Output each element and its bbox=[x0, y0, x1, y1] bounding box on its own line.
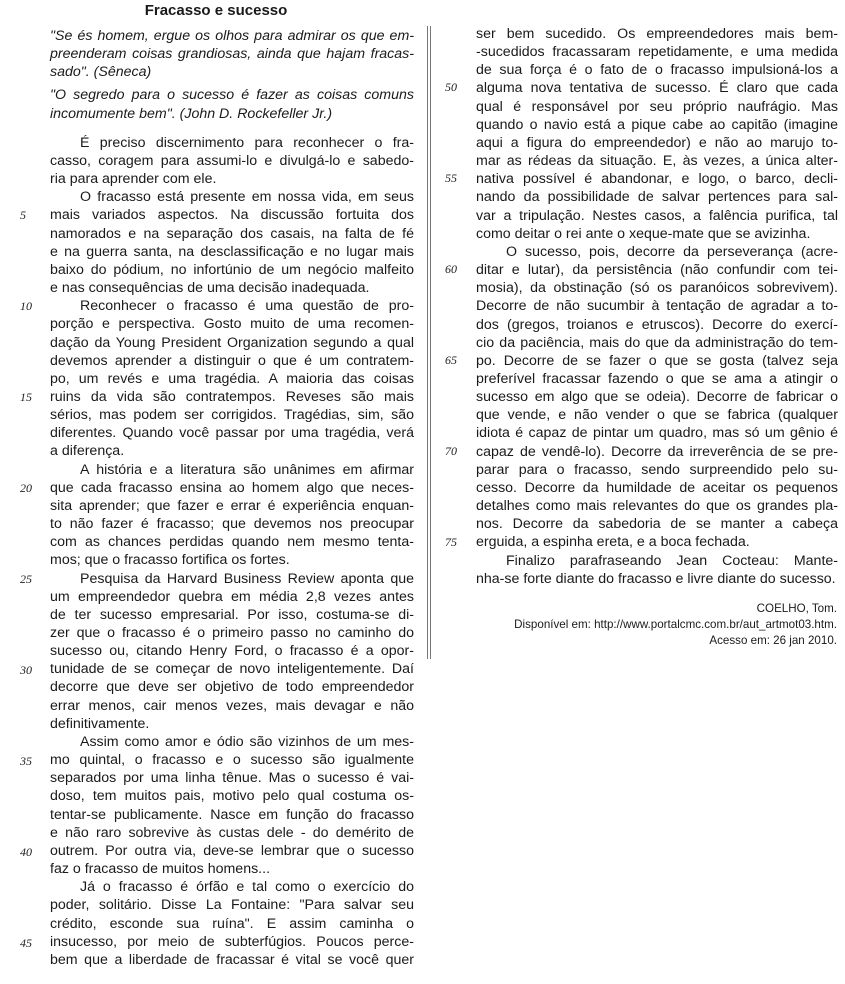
text-line: errar menos, cair menos vezes, mais devagar e não bbox=[50, 697, 414, 714]
text-line: po. Decorre de se fazer o que se gosta (talvez seja bbox=[476, 352, 838, 369]
line-number: 30 bbox=[20, 663, 32, 677]
line-number: 75 bbox=[445, 535, 457, 549]
text-line: e não raro sobrevive às custas dele - do demérito de bbox=[50, 824, 414, 841]
text-line: a diferença. bbox=[50, 443, 125, 460]
text-line: devemos aprender a distinguir o que é um contratem- bbox=[50, 352, 414, 369]
line-number: 35 bbox=[20, 754, 32, 768]
text-line: Decorre de não sucumbir à tentação de agradar a to- bbox=[476, 298, 838, 315]
text-line: ser bem sucedido. Os empreendedores mais bem- bbox=[476, 26, 838, 42]
text-line: nos. Decorre da sabedoria de se manter a cabeça bbox=[476, 516, 838, 533]
text-line: dação da Young President Organization segundo a qual bbox=[50, 334, 414, 351]
reference-url: Disponível em: http://www.portalcmc.com.br/aut_artmot03.htm. bbox=[514, 618, 837, 631]
text-line: mosia), da obstinação (só os paranóicos sobrevivem). bbox=[476, 280, 838, 297]
line-number: 65 bbox=[445, 353, 457, 367]
text-line: É preciso discernimento para reconhecer o fra- bbox=[80, 134, 414, 151]
text-line: Reconhecer o fracasso é uma questão de pro- bbox=[80, 298, 414, 315]
text-line: tentar-se publicamente. Nasce em função do fracasso bbox=[50, 806, 414, 823]
text-line: zer que o fracasso é o primeiro passo no caminho do bbox=[50, 625, 414, 641]
text-line: -sucedidos fracassaram repetidamente, e uma medida bbox=[476, 44, 838, 61]
text-line: cesso. Decorre da humildade de aceitar os pequenos bbox=[476, 479, 838, 496]
left-column bbox=[50, 27, 414, 969]
text-line: com as chances perdidas quando nem mesmo tenta- bbox=[50, 534, 414, 551]
text-line: parar para o fracasso, sendo surpreendido pelo su- bbox=[476, 461, 838, 478]
text-line: sita aprender; que fazer e errar é experiência enquan- bbox=[50, 497, 414, 514]
text-line: mais variados aspectos. Na discussão fortuita dos bbox=[50, 207, 414, 224]
text-line: e nas consequências de uma decisão inadequada. bbox=[50, 280, 370, 297]
text-line: ria para aprender com ele. bbox=[50, 171, 217, 188]
article-title: Fracasso e sucesso bbox=[144, 2, 288, 19]
text-line: bem que a liberdade de fracassar é vital se você quer bbox=[50, 951, 414, 968]
reference-author: COELHO, Tom. bbox=[756, 602, 837, 615]
right-column bbox=[476, 25, 838, 588]
text-line: de sua força é o fato de o fracasso impulsioná-los a bbox=[476, 62, 838, 79]
text-line: e na guerra santa, na desclassificação e no lugar mais bbox=[50, 243, 414, 260]
line-number: 15 bbox=[20, 390, 32, 404]
text-line: baixo do pódium, no infortúnio de um negócio malfeito bbox=[50, 261, 414, 278]
text-line: doso, tem muitos pais, motivo pelo qual costuma os- bbox=[50, 788, 414, 805]
line-number: 10 bbox=[20, 299, 32, 313]
text-line: que cada fracasso ensina ao homem algo que neces- bbox=[50, 479, 414, 496]
text-line: alguma nova tentativa de sucesso. É claro que cada bbox=[476, 80, 838, 97]
text-line: mos; que o fracasso fortifica os fortes. bbox=[50, 552, 290, 569]
reference-access-date: Acesso em: 26 jan 2010. bbox=[709, 634, 837, 647]
text-line: mo quintal, o fracasso e o sucesso são igualmente bbox=[50, 752, 414, 769]
right-body-text bbox=[476, 25, 838, 588]
text-line: dos (gregos, troianos e etruscos). Decorre do exercí- bbox=[476, 316, 838, 333]
text-line: sado". (Sêneca) bbox=[50, 64, 152, 81]
text-line: Assim como amor e ódio são vizinhos de um mes- bbox=[80, 733, 414, 750]
text-line: que vende, e não vender o que se fabrica (qualquer bbox=[476, 407, 838, 424]
line-number: 45 bbox=[20, 936, 32, 950]
text-line: idiota é capaz de pintar um quadro, mas só um gênio é bbox=[476, 425, 838, 442]
text-line: como deitar o rei ante o xeque-mate que se avizinha. bbox=[476, 225, 811, 242]
text-line: capaz de vendê-lo). Decorre da irreverência de se pre- bbox=[476, 443, 838, 460]
text-line: tunidade de se começar de novo inteligentemente. Daí bbox=[50, 661, 414, 678]
epigraph-seneca bbox=[50, 27, 414, 81]
text-line: definitivamente. bbox=[50, 715, 150, 732]
text-line: qual é responsável por seu próprio naufrágio. Mas bbox=[476, 98, 838, 115]
epigraph-rockefeller bbox=[50, 86, 414, 122]
text-line: Já o fracasso é órfão e tal como o exercício do bbox=[80, 879, 414, 896]
text-line: Pesquisa da Harvard Business Review aponta que bbox=[80, 570, 414, 587]
line-number: 60 bbox=[445, 262, 457, 276]
text-line: var a tripulação. Nestes casos, a falência purifica, tal bbox=[476, 207, 838, 224]
text-line: um empreendedor quebra em média 2,8 vezes antes bbox=[50, 588, 414, 605]
text-line: erguida, a espinha ereta, e a boca fechada. bbox=[476, 534, 750, 551]
text-line: insucesso, por meio de subterfúgios. Poucos perce- bbox=[50, 933, 414, 950]
text-line: O sucesso, pois, decorre da perseverança (acre- bbox=[506, 243, 838, 260]
text-line: faz o fracasso de muitos homens... bbox=[50, 861, 271, 878]
text-line: namorados e na separação dos casais, na falta de fé bbox=[50, 225, 414, 242]
text-line: A história e a literatura são unânimes em afirmar bbox=[80, 461, 414, 478]
left-body-text bbox=[50, 134, 414, 969]
text-line: casso, coragem para assumi-lo e divulgá-lo e sabedo- bbox=[50, 152, 414, 169]
text-line: nando da possibilidade de salvar pertences para sal- bbox=[476, 189, 838, 206]
text-line: outrem. Por outra via, deve-se lembrar que o sucesso bbox=[50, 842, 414, 859]
text-line: nha-se forte diante do fracasso e livre diante do sucesso. bbox=[476, 570, 836, 587]
text-line: to não fazer é fracasso; que devemos nos preocupar bbox=[50, 516, 414, 533]
text-line: nativa possível é abandonar, e logo, o barco, decli- bbox=[476, 171, 838, 188]
line-number: 50 bbox=[445, 80, 457, 94]
text-line: ruins da vida são contratempos. Reveses são mais bbox=[50, 388, 414, 405]
text-line: poder, solitário. Disse La Fontaine: "Para salvar seu bbox=[50, 897, 414, 914]
text-line: quando o navio está a pique cabe ao capitão (imagine bbox=[476, 116, 838, 133]
line-number: 20 bbox=[20, 481, 32, 495]
text-line: aqui a figura do empreendedor) e não ao marujo to- bbox=[476, 134, 838, 151]
text-line: detalhes como mais relevantes do que os grandes pla- bbox=[476, 498, 838, 515]
text-line: decorre que deve ser objetivo de todo empreendedor bbox=[50, 679, 414, 696]
text-line: po, um revés e uma tragédia. A maioria das coisas bbox=[50, 370, 414, 387]
text-line: separados por uma linha tênue. Mas o sucesso é vai- bbox=[50, 770, 414, 787]
line-number: 55 bbox=[445, 171, 457, 185]
text-line: "O segredo para o sucesso é fazer as coisas comuns bbox=[50, 87, 414, 104]
text-line: crédito, esconde sua ruína". E assim caminha o bbox=[50, 915, 414, 932]
text-line: sucesso em algo que se odeia). Decorre de fabricar o bbox=[476, 389, 838, 406]
text-line: sérios, mas podem ser corrigidos. Tragédias, sim, são bbox=[50, 407, 414, 424]
text-line: mar as rédeas da situação. E, às vezes, a única alter- bbox=[476, 153, 838, 170]
text-line: preenderam coisas grandiosas, ainda que hajam fracas- bbox=[50, 46, 414, 63]
text-line: de ter sucesso empresarial. Por isso, costuma-se di- bbox=[50, 606, 414, 623]
text-line: O fracasso está presente em nossa vida, em seus bbox=[80, 189, 414, 206]
text-line: preferível fracassar fazendo o que se ama a atingir o bbox=[476, 370, 838, 387]
text-line: Finalizo parafraseando Jean Cocteau: Mante- bbox=[506, 552, 838, 569]
line-number: 5 bbox=[20, 208, 26, 222]
line-number: 40 bbox=[20, 845, 32, 859]
text-line: sucesso ou, citando Henry Ford, o fracasso é a opor- bbox=[50, 643, 414, 660]
column-divider bbox=[427, 26, 431, 659]
text-line: ditar e lutar), da persistência (não confundir com tei- bbox=[476, 262, 838, 279]
text-line: diferentes. Quando você passar por uma tragédia, verá bbox=[50, 425, 414, 442]
text-line: incomumente bem". (John D. Rockefeller Jr.) bbox=[50, 105, 333, 122]
text-line: cio da paciência, mais do que da administração do tem- bbox=[476, 334, 838, 351]
text-line: "Se és homem, ergue os olhos para admirar os que em- bbox=[50, 28, 414, 44]
line-number: 25 bbox=[20, 572, 32, 586]
text-line: porção e perspectiva. Gosto muito de uma recomen- bbox=[50, 316, 414, 333]
line-number: 70 bbox=[445, 444, 457, 458]
